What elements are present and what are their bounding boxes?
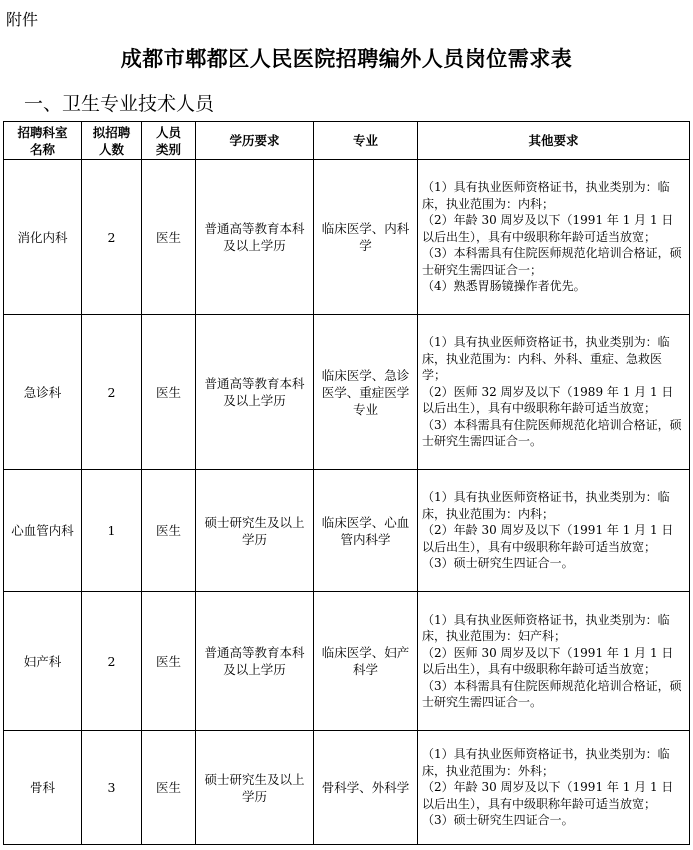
header-category [142,122,196,160]
requirement-line: （4）熟悉胃肠镜操作者优先。 [422,279,586,294]
cell-dept: 急诊科 [4,315,82,470]
cell-count: 2 [82,160,142,315]
table-row [4,315,690,470]
requirement-line: （1）具有执业医师资格证书，执业类别为：临床，执业范围为：内科； [422,490,670,521]
table-header-row [4,122,690,160]
cell-education: 硕士研究生及以上学历 [196,731,314,845]
attachment-label: 附件 [6,10,39,29]
section-heading: 一、卫生专业技术人员 [24,93,215,115]
table-row [4,731,690,845]
cell-education: 硕士研究生及以上学历 [196,470,314,592]
cell-dept: 骨科 [4,731,82,845]
cell-dept: 妇产科 [4,592,82,731]
cell-count: 3 [82,731,142,845]
cell-education: 普通高等教育本科及以上学历 [196,160,314,315]
cell-other-requirements [418,731,690,845]
requirement-line: （3）本科需具有住院医师规范化培训合格证，硕士研究生需四证合一。 [422,417,682,449]
header-other: 其他要求 [418,122,690,160]
cell-other-requirements [418,160,690,315]
requirement-line: （2）医师 30 周岁及以下（1991 年 1 月 1 日以后出生），具有中级职称年龄可适当放宽； [422,645,674,676]
job-requirements-table [3,121,690,845]
header-count-line2: 人数 [98,141,124,157]
cell-other-requirements [418,592,690,731]
cell-major: 骨科学、外科学 [314,731,418,845]
table-row [4,160,690,315]
cell-dept: 消化内科 [4,160,82,315]
cell-category: 医生 [142,315,196,470]
cell-major: 临床医学、内科学 [314,160,418,315]
document-title: 成都市郫都区人民医院招聘编外人员岗位需求表 [120,46,573,71]
cell-category: 医生 [142,470,196,592]
cell-category: 医生 [142,731,196,845]
header-major: 专业 [314,122,418,160]
cell-major: 临床医学、心血管内科学 [314,470,418,592]
requirement-line: （2）年龄 30 周岁及以下（1991 年 1 月 1 日以后出生），具有中级职称年龄可适当放宽； [422,213,674,244]
header-category-line1: 人员 [155,124,181,140]
cell-other-requirements [418,470,690,592]
requirement-line: （1）具有执业医师资格证书，执业类别为：临床，执业范围为：内科； [422,180,670,211]
cell-category: 医生 [142,592,196,731]
cell-major: 临床医学、急诊医学、重症医学专业 [314,315,418,470]
header-dept [4,122,82,160]
requirement-line: （1）具有执业医师资格证书，执业类别为：临床，执业范围为：内科、外科、重症、急救医学； [422,335,670,383]
header-count [82,122,142,160]
requirement-line: （3）硕士研究生四证合一。 [422,813,574,828]
table-row [4,470,690,592]
cell-count: 2 [82,592,142,731]
requirement-line: （2）医师 32 周岁及以下（1989 年 1 月 1 日以后出生），具有中级职称年龄可适当放宽； [422,384,674,416]
cell-count: 2 [82,315,142,470]
requirement-line: （2）年龄 30 周岁及以下（1991 年 1 月 1 日以后出生），具有中级职称年龄可适当放宽； [422,523,674,554]
cell-education: 普通高等教育本科及以上学历 [196,315,314,470]
requirement-line: （1）具有执业医师资格证书，执业类别为：临床，执业范围为：妇产科； [422,612,670,643]
cell-count: 1 [82,470,142,592]
cell-education: 普通高等教育本科及以上学历 [196,592,314,731]
header-count-line1: 拟招聘 [92,124,131,140]
table-row [4,592,690,731]
requirement-line: （3）本科需具有住院医师规范化培训合格证，硕士研究生需四证合一。 [422,678,682,709]
header-dept-line1: 招聘科室 [17,124,68,140]
cell-dept: 心血管内科 [4,470,82,592]
requirement-line: （1）具有执业医师资格证书，执业类别为：临床，执业范围为：外科； [422,747,670,778]
requirement-line: （3）本科需具有住院医师规范化培训合格证，硕士研究生需四证合一； [422,246,682,277]
requirement-line: （2）年龄 30 周岁及以下（1991 年 1 月 1 日以后出生），具有中级职称年龄可适当放宽； [422,780,674,811]
cell-category: 医生 [142,160,196,315]
requirement-line: （3）硕士研究生四证合一。 [422,556,574,571]
cell-other-requirements [418,315,690,470]
cell-major: 临床医学、妇产科学 [314,592,418,731]
header-education: 学历要求 [196,122,314,160]
header-category-line2: 类别 [155,141,181,157]
header-dept-line2: 名称 [29,141,55,157]
